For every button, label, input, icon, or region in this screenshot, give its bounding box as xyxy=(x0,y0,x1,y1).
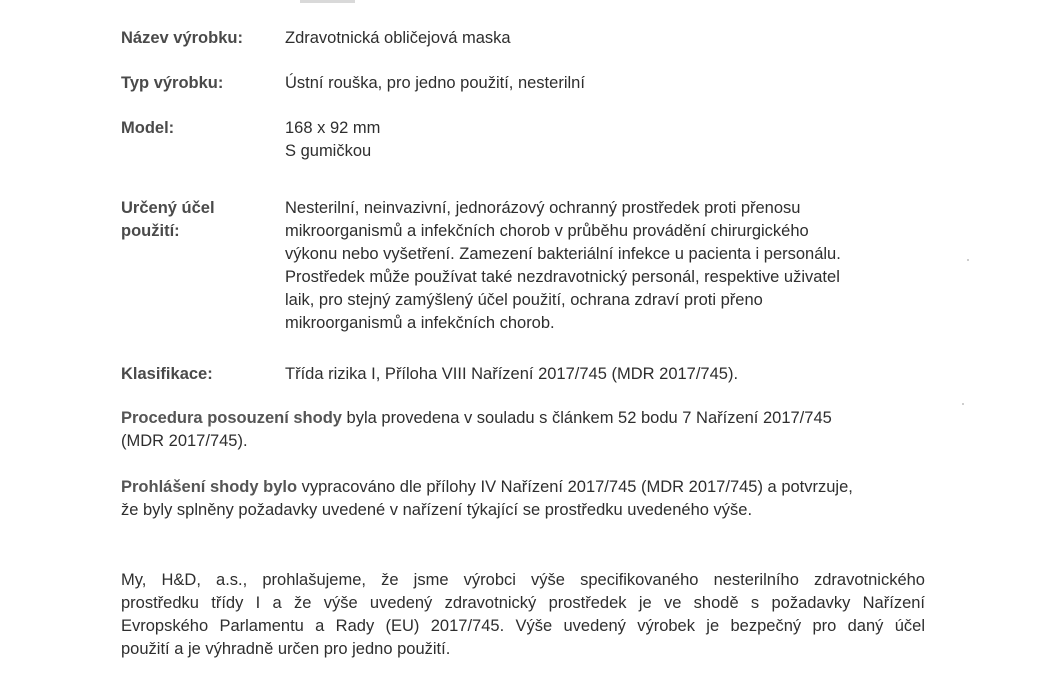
intended-use-line: Prostředek může používat také nezdravotnický personál, respektive uživatel xyxy=(285,268,840,286)
classification-value: Třída rizika I, Příloha VIII Nařízení 2017/745 (MDR 2017/745). xyxy=(285,365,739,383)
declaration-heading: Prohlášení shody bylo xyxy=(121,478,298,496)
manufacturer-statement xyxy=(121,569,925,661)
model-label: Model: xyxy=(121,119,175,137)
statement-line: prostředku třídy I a že výše uvedený zdravotnický prostředek je ve shodě s požadavky Nařízení xyxy=(121,594,925,612)
declaration-text: vypracováno dle přílohy IV Nařízení 2017/745 (MDR 2017/745) a potvrzuje, xyxy=(297,478,853,496)
intended-use-value xyxy=(285,197,925,335)
statement-line: použití a je výhradně určen pro jedno použití. xyxy=(121,640,451,658)
conformity-procedure-heading: Procedura posouzení shody xyxy=(121,409,342,427)
intended-use-label-line: Určený účel xyxy=(121,199,215,217)
intended-use-line: laik, pro stejný zamýšlený účel použití, ochrana zdraví proti přeno xyxy=(285,291,763,309)
intended-use-line: Nesterilní, neinvazivní, jednorázový ochranný prostředek proti přenosu xyxy=(285,199,801,217)
model-dimensions: 168 x 92 mm xyxy=(285,119,381,137)
declaration-line xyxy=(121,476,853,499)
header-remnant xyxy=(300,0,355,3)
scan-speck xyxy=(967,259,969,261)
product-name-value: Zdravotnická obličejová maska xyxy=(285,29,511,47)
intended-use-line: mikroorganismů a infekčních chorob v průběhu provádění chirurgického xyxy=(285,222,809,240)
model-variant: S gumičkou xyxy=(285,142,372,160)
product-name-label: Název výrobku: xyxy=(121,29,243,47)
conformity-procedure-text: byla provedena v souladu s článkem 52 bodu 7 Nařízení 2017/745 xyxy=(341,409,832,427)
intended-use-label xyxy=(121,197,271,243)
product-type-value: Ústní rouška, pro jedno použití, nesterilní xyxy=(285,74,585,92)
conformity-procedure-line xyxy=(121,407,832,430)
conformity-procedure-paragraph xyxy=(121,407,832,453)
model-value xyxy=(285,117,925,163)
declaration-paragraph xyxy=(121,476,853,522)
scan-speck xyxy=(962,403,964,405)
declaration-line: že byly splněny požadavky uvedené v nařízení týkající se prostředku uvedeného výše. xyxy=(121,501,753,519)
statement-line: Evropského Parlamentu a Rady (EU) 2017/745. Výše uvedený výrobek je bezpečný pro daný účel xyxy=(121,617,925,635)
conformity-procedure-line: (MDR 2017/745). xyxy=(121,432,248,450)
intended-use-line: mikroorganismů a infekčních chorob. xyxy=(285,314,555,332)
intended-use-label-line: použití: xyxy=(121,222,180,240)
product-type-label: Typ výrobku: xyxy=(121,74,224,92)
statement-line: My, H&D, a.s., prohlašujeme, že jsme výrobci výše specifikovaného nesterilního zdravotnického xyxy=(121,571,925,589)
classification-label: Klasifikace: xyxy=(121,365,213,383)
intended-use-line: výkonu nebo vyšetření. Zamezení bakteriální infekce u pacienta i personálu. xyxy=(285,245,841,263)
